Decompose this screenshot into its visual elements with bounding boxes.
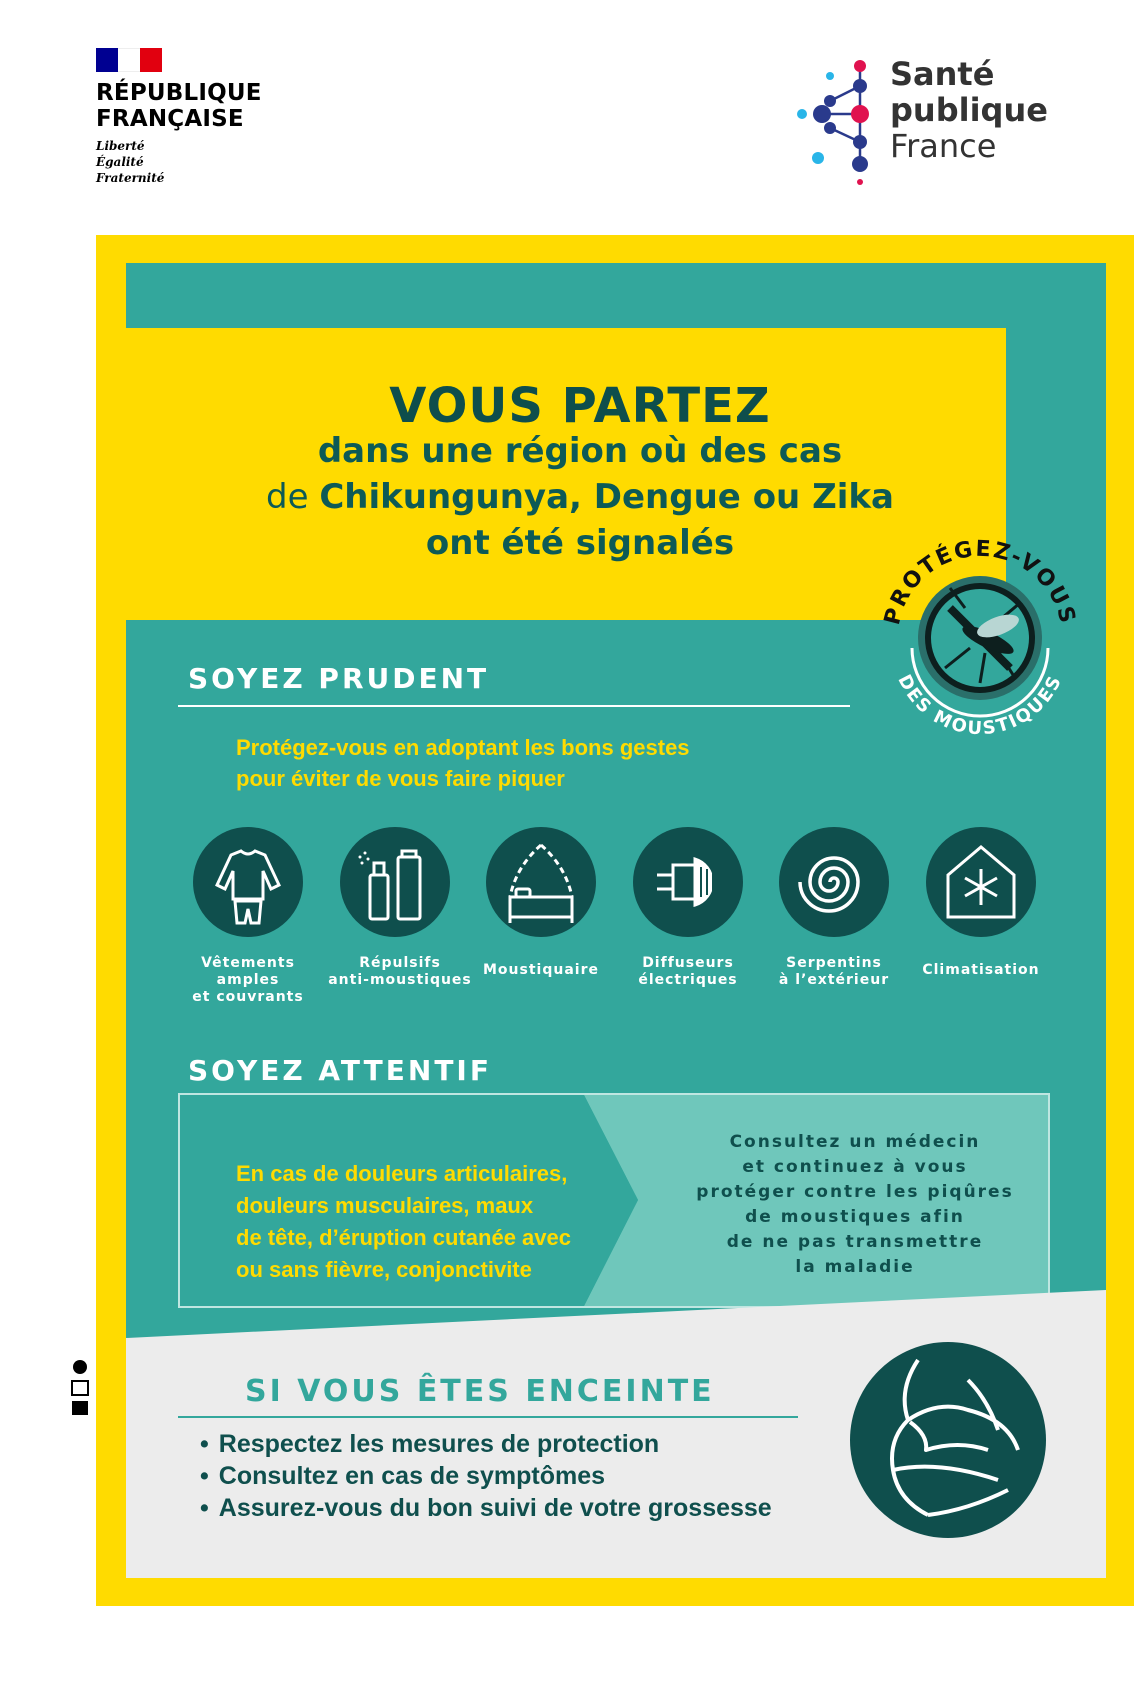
prudent-intro-line2: pour éviter de vous faire piquer xyxy=(236,766,565,791)
enceinte-title: SI VOUS ÊTES ENCEINTE xyxy=(245,1374,715,1409)
spf-line3: France xyxy=(890,127,997,165)
advice-line: Consultez un médecin xyxy=(729,1132,981,1152)
motto-fraternite: Fraternité xyxy=(96,171,165,185)
republique-francaise-logo xyxy=(96,48,326,186)
label-line: Serpentins xyxy=(786,955,882,971)
symptoms-line: ou sans fièvre, conjonctivite xyxy=(236,1257,532,1282)
badge-top-text: PROTÉGEZ-VOUS xyxy=(880,536,1080,628)
label-line: anti-moustiques xyxy=(328,972,472,988)
headline-line2-diseases: Chikungunya, Dengue ou Zika xyxy=(319,477,894,517)
prudent-rule xyxy=(178,705,850,707)
icon-label-vetements xyxy=(173,955,323,1006)
label-line: à l’extérieur xyxy=(778,972,890,988)
crossed-mosquito-icon xyxy=(928,586,1032,690)
enceinte-list xyxy=(200,1428,772,1524)
advice-line: et continuez à vous xyxy=(742,1157,968,1177)
headline-title: VOUS PARTEZ xyxy=(389,378,771,434)
prudent-intro xyxy=(236,732,690,794)
enceinte-rule xyxy=(178,1416,798,1418)
rf-motto xyxy=(96,138,326,186)
list-item: • Assurez-vous du bon suivi de votre grossesse xyxy=(200,1492,772,1524)
label-line: et couvrants xyxy=(192,989,304,1005)
motto-egalite: Égalité xyxy=(96,155,144,169)
protegez-vous-badge xyxy=(870,528,1090,748)
attentif-advice xyxy=(690,1130,1020,1280)
list-item: • Respectez les mesures de protection xyxy=(200,1428,772,1460)
icon-label-serpentins xyxy=(759,955,909,989)
headline-subtitle xyxy=(200,428,960,566)
icon-label-moustiquaire xyxy=(466,962,616,979)
clothing-icon xyxy=(193,827,303,937)
advice-line: protéger contre les piqûres xyxy=(696,1182,1014,1202)
list-item: • Consultez en cas de symptômes xyxy=(200,1460,772,1492)
symptoms-line: de tête, d’éruption cutanée avec xyxy=(236,1225,571,1250)
label-line: amples xyxy=(216,972,280,988)
french-flag-icon xyxy=(96,48,162,72)
symptoms-line: douleurs musculaires, maux xyxy=(236,1193,534,1218)
label-line: électriques xyxy=(638,972,738,988)
advice-line: la maladie xyxy=(795,1257,915,1277)
spf-line1: Santé xyxy=(890,55,995,93)
molecule-icon xyxy=(790,46,890,186)
label-line: Diffuseurs xyxy=(642,955,734,971)
sante-publique-france-logo xyxy=(790,46,1080,186)
label-line: Moustiquaire xyxy=(483,962,599,978)
symptoms-line: En cas de douleurs articulaires, xyxy=(236,1161,568,1186)
attentif-title: SOYEZ ATTENTIF xyxy=(188,1054,492,1087)
coil-icon xyxy=(779,827,889,937)
spf-line2: publique xyxy=(890,91,1048,129)
prudent-intro-line1: Protégez-vous en adoptant les bons gestes xyxy=(236,735,690,760)
advice-line: de ne pas transmettre xyxy=(726,1232,984,1252)
pregnant-woman-icon xyxy=(848,1340,1048,1540)
mosquito-net-icon xyxy=(486,827,596,937)
badge-bottom-text: DES MOUSTIQUES xyxy=(893,671,1067,740)
electric-diffuser-icon xyxy=(633,827,743,937)
attentif-symptoms xyxy=(236,1158,571,1286)
icon-label-repulsifs xyxy=(320,955,480,989)
headline-line2 xyxy=(200,474,960,520)
advice-line: de moustiques afin xyxy=(745,1207,965,1227)
rf-name-line2: FRANÇAISE xyxy=(96,106,244,132)
headline-line3: ont été signalés xyxy=(425,523,735,563)
rf-name-line1: RÉPUBLIQUE xyxy=(96,80,262,106)
icon-label-climatisation xyxy=(906,962,1056,979)
headline-line1: dans une région où des cas xyxy=(317,431,843,471)
motto-liberte: Liberté xyxy=(96,139,145,153)
label-line: Répulsifs xyxy=(359,955,441,971)
prudent-title: SOYEZ PRUDENT xyxy=(188,662,490,695)
air-conditioning-icon xyxy=(926,827,1036,937)
label-line: Vêtements xyxy=(201,955,295,971)
repellent-icon xyxy=(340,827,450,937)
label-line: Climatisation xyxy=(922,962,1040,978)
headline-line2-prefix: de xyxy=(266,477,320,517)
icon-label-diffuseurs xyxy=(613,955,763,989)
print-marks xyxy=(60,1355,100,1605)
